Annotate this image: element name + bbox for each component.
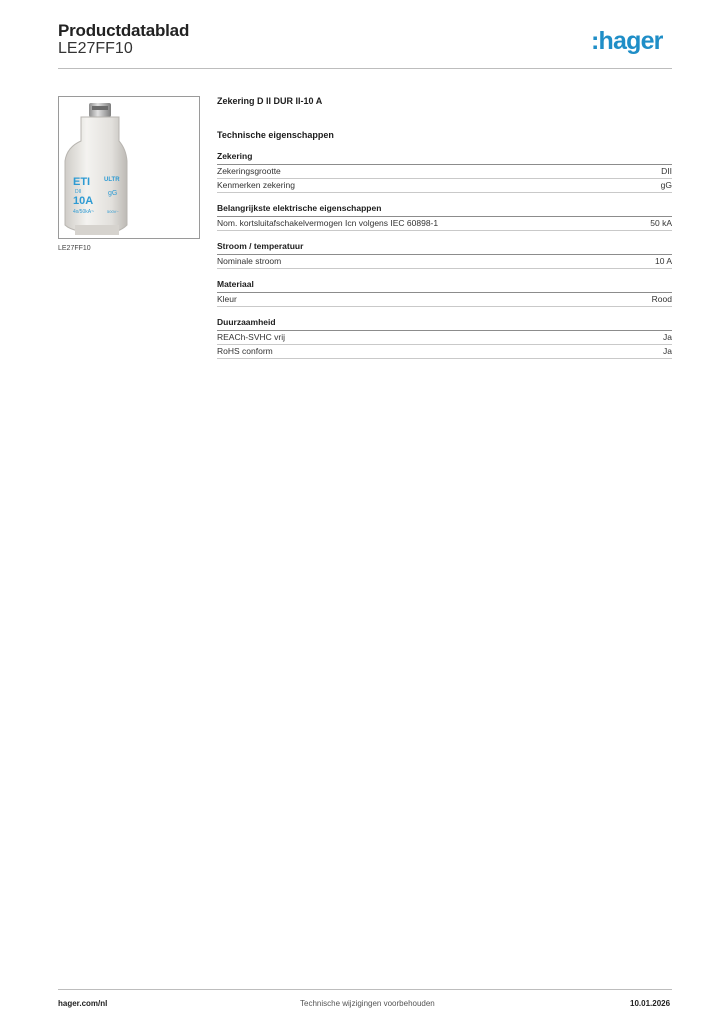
product-name: Zekering D II DUR II-10 A [217, 96, 323, 106]
spec-row [217, 331, 672, 345]
spec-label: Kleur [217, 294, 237, 304]
section-title: Materiaal [217, 279, 672, 293]
fuse-print-side: ULTR [104, 177, 120, 183]
fuse-print-class: gG [108, 190, 118, 197]
spec-label: REACh-SVHC vrij [217, 332, 286, 342]
footer-website-link[interactable]: hager.com/nl [58, 999, 108, 1008]
section-current-temperature [217, 241, 672, 269]
spec-value: 10 A [654, 256, 672, 266]
spec-row [217, 345, 672, 359]
header-divider [58, 68, 672, 69]
page-title: Productdatablad [58, 21, 190, 40]
spec-row [217, 255, 672, 269]
section-title: Duurzaamheid [217, 317, 672, 331]
footer-disclaimer: Technische wijzigingen voorbehouden [300, 999, 435, 1008]
section-sustainability [217, 317, 672, 359]
product-image-frame [58, 96, 200, 239]
logo-text: hager [598, 27, 663, 55]
section-title: Belangrijkste elektrische eigenschappen [217, 203, 672, 217]
hager-logo[interactable] [591, 28, 663, 54]
section-zekering [217, 151, 672, 193]
spec-value: 50 kA [650, 218, 672, 228]
fuse-image [59, 97, 199, 238]
fuse-print-rating: 10A [73, 195, 94, 207]
logo-colon-icon: : [591, 27, 599, 55]
footer-divider [58, 989, 672, 990]
fuse-print-voltage: 500V~ [107, 209, 119, 214]
spec-label: Kenmerken zekering [217, 180, 295, 190]
image-caption: LE27FF10 [58, 245, 91, 252]
product-code: LE27FF10 [58, 40, 133, 57]
spec-value: DII [661, 166, 672, 176]
section-material [217, 279, 672, 307]
section-title: Stroom / temperatuur [217, 241, 672, 255]
fuse-print-breaking: 4x/50kA~ [73, 209, 94, 215]
spec-label: Nominale stroom [217, 256, 282, 266]
spec-label: Zekeringsgrootte [217, 166, 281, 176]
spec-value: gG [660, 180, 672, 190]
spec-label: Nom. kortsluitafschakelvermogen Icn volgens IEC 60898-1 [217, 218, 439, 228]
spec-row [217, 179, 672, 193]
spec-label: RoHS conform [217, 346, 273, 356]
footer-date: 10.01.2026 [630, 999, 671, 1008]
section-title: Zekering [217, 151, 672, 165]
tech-title: Technische eigenschappen [217, 130, 334, 140]
spec-value: Ja [663, 332, 672, 342]
spec-content [217, 96, 672, 369]
spec-row [217, 293, 672, 307]
spec-row [217, 165, 672, 179]
fuse-print-brand: ETI [73, 176, 91, 188]
spec-value: Rood [651, 294, 672, 304]
spec-value: Ja [663, 346, 672, 356]
section-electrical [217, 203, 672, 231]
fuse-print-type: DII [75, 189, 82, 195]
spec-row [217, 217, 672, 231]
